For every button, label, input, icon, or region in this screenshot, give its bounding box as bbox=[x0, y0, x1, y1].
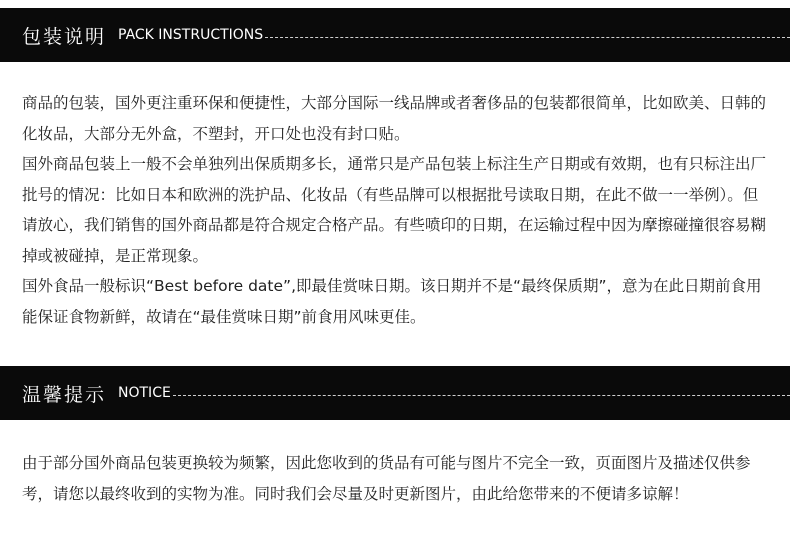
notice-title-cn: 温馨提示 bbox=[22, 383, 107, 406]
header-dashed-divider bbox=[265, 37, 790, 38]
header-dashed-divider bbox=[173, 395, 790, 396]
pack-paragraph-1: 商品的包装，国外更注重环保和便捷性，大部分国际一线品牌或者奢侈品的包装都很简单，比如欧美、日韩的化妆品，大部分无外盒，不塑封，开口处也没有封口贴。 bbox=[22, 94, 767, 143]
notice-body bbox=[22, 448, 770, 509]
notice-title-en: NOTICE bbox=[118, 385, 171, 401]
notice-header bbox=[0, 366, 790, 420]
pack-instructions-body bbox=[22, 88, 770, 332]
notice-paragraph-1: 由于部分国外商品包装更换较为频繁，因此您收到的货品有可能与图片不完全一致，页面图片及描述仅供参考，请您以最终收到的实物为准。同时我们会尽量及时更新图片，由此给您带来的不便请多谅解！ bbox=[22, 454, 751, 503]
pack-title-en: PACK INSTRUCTIONS bbox=[118, 27, 264, 43]
pack-paragraph-2: 国外商品包装上一般不会单独列出保质期多长，通常只是产品包装上标注生产日期或有效期，也有只标注出厂批号的情况：比如日本和欧洲的洗护品、化妆品（有些品牌可以根据批号读取日期，在此不做一一举例）。但请放心，我们销售的国外商品都是符合规定合格产品。有些喷印的日期，在运输过程中因为摩擦碰撞很容易糊掉或被碰掉，是正常现象。 bbox=[22, 155, 767, 265]
pack-paragraph-3: 国外食品一般标识“Best before date”,即最佳赏味日期。该日期并不是“最终保质期”，意为在此日期前食用能保证食物新鲜，故请在“最佳赏味日期”前食用风味更佳。 bbox=[22, 277, 762, 326]
pack-instructions-header bbox=[0, 8, 790, 62]
pack-title-cn: 包装说明 bbox=[22, 25, 107, 48]
